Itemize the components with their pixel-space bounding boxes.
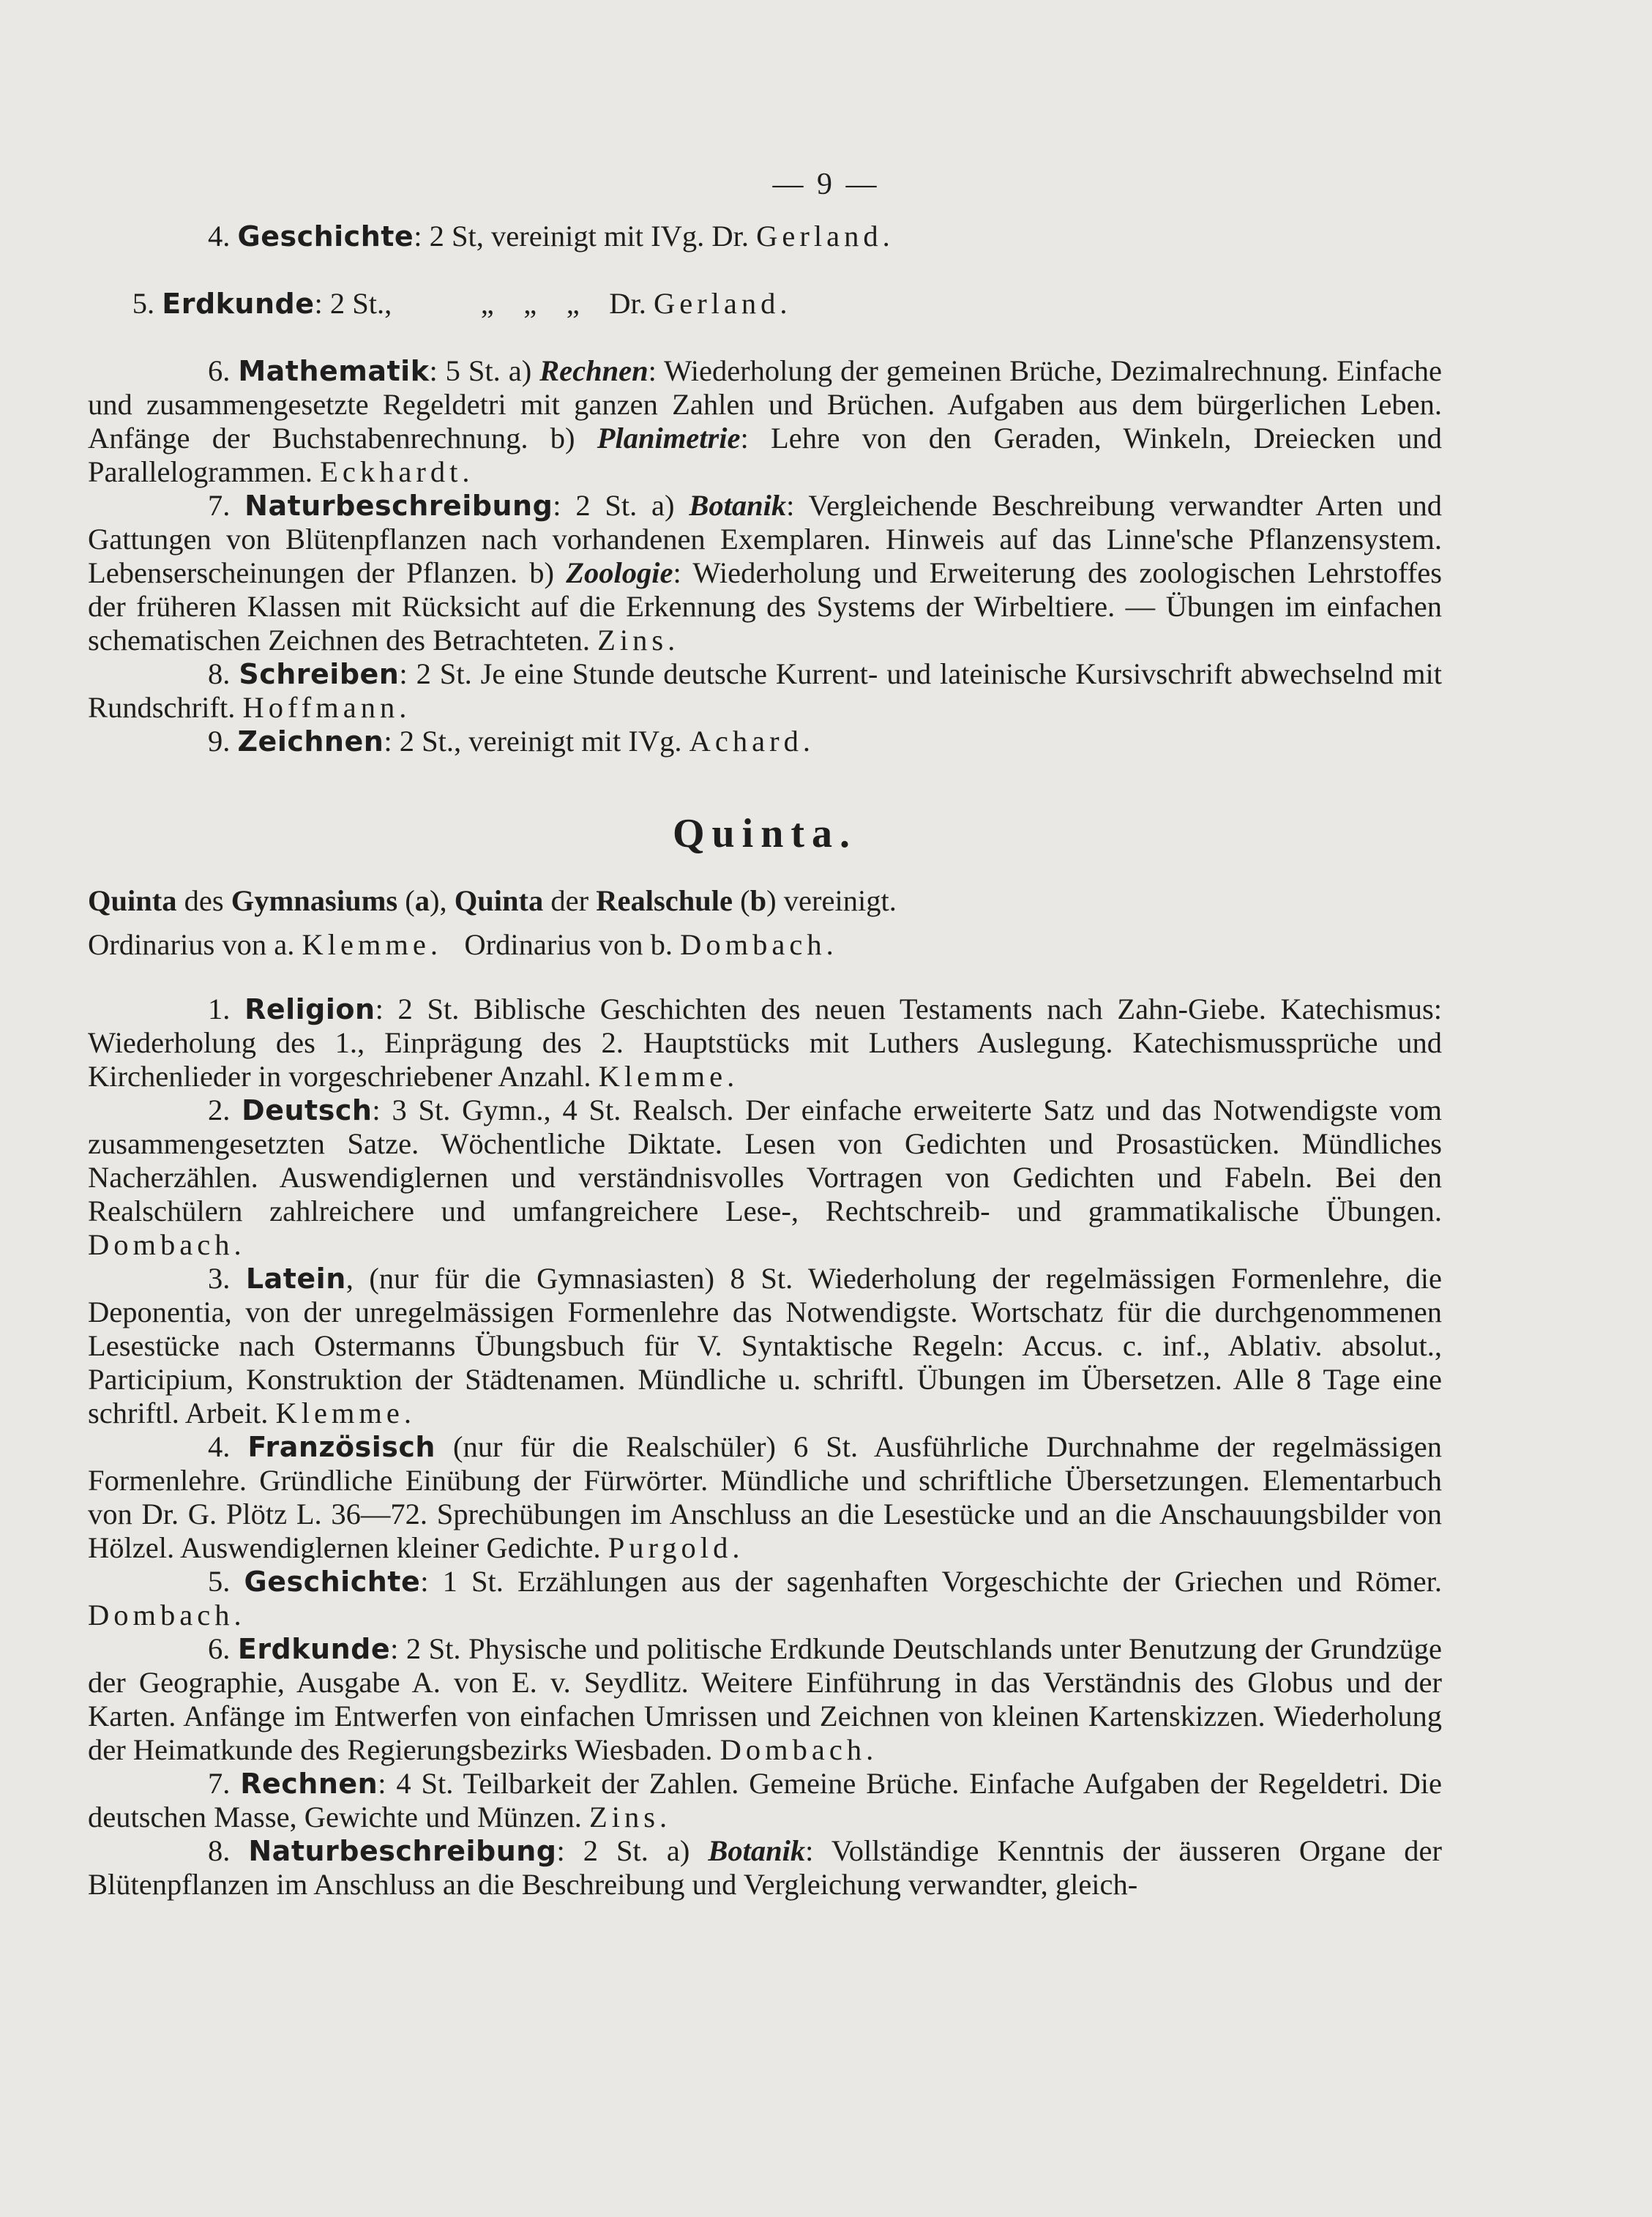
subject-heading: Geschichte <box>237 220 414 253</box>
section-title-quinta: Quinta. <box>672 811 858 856</box>
subject-heading: Erdkunde <box>162 288 315 320</box>
teacher-name: Gerland. <box>653 287 792 320</box>
teacher-name: Zins. <box>588 1801 672 1833</box>
paragraph-zeichnen: 9. Zeichnen: 2 St., vereinigt mit IVg. Achard. <box>208 725 815 758</box>
teacher-name: Dombach. <box>88 1228 246 1261</box>
paragraph-schreiben: 8. Schreiben: 2 St. Je eine Stunde deutsche Kurrent- und lateinische Kursivschrift abwechselnd mit Rundschrift. Hoffmann. <box>88 657 1442 724</box>
subject-heading: Deutsch <box>242 1094 373 1126</box>
teacher-name: Eckhardt. <box>320 455 474 488</box>
teacher-name: Purgold. <box>608 1531 744 1564</box>
paragraph-erdkunde-ivg: 5. Erdkunde: 2 St., „ „ „ Dr. Gerland. <box>132 287 792 320</box>
subject-heading: Mathematik <box>238 355 430 387</box>
paragraph-mathematik: 6. Mathematik: 5 St. a) Rechnen: Wiederholung der gemeinen Brüche, Dezimalrechnung. Einfache und zusammengesetzte Regeldetri mit ganzen Zahlen und Brüchen. Aufgaben aus dem bürgerlichen Leben. Anfänge der Buchstabenrechnung. b) Planimetrie: Lehre von den Geraden, Winkeln, Dreiecken und Parallelogrammen. Eckhardt. <box>88 354 1443 488</box>
subject-heading: Naturbeschreibung <box>248 1835 557 1867</box>
paragraph-erdkunde-v: 6. Erdkunde: 2 St. Physische und politische Erdkunde Deutschlands unter Benutzung der Grundzüge der Geographie, Ausgabe A. von E. v. Seydlitz. Weitere Einführung in das Verständnis des Globus und der Karten. Anfänge im Entwerfen von einfachen Umrissen und Zeichnen von kleinen Kartenskizzen. Wiederholung der Heimatkunde des Regierungsbezirks Wiesbaden. Dombach. <box>88 1632 1443 1766</box>
paragraph-rechnen: 7. Rechnen: 4 St. Teilbarkeit der Zahlen. Gemeine Brüche. Einfache Aufgaben der Regeldetri. Die deutschen Masse, Gewichte und Münzen. Zins. <box>88 1767 1443 1833</box>
paragraph-deutsch: 2. Deutsch: 3 St. Gymn., 4 St. Realsch. Der einfache erweiterte Satz und das Notwendigste vom zusammengesetzten Satze. Wöchentliche Diktate. Lesen von Gedichten und Prosastücken. Mündliches Nacherzählen. Auswendiglernen und verständnisvolles Vortragen von Gedichten und Fabeln. Bei den Realschülern zahlreichere und umfangreichere Lese-, Rechtschreib- und grammatikalische Übungen. Dombach. <box>88 1093 1442 1261</box>
paragraph-naturbeschreibung-ivg: 7. Naturbeschreibung: 2 St. a) Botanik: Vergleichende Beschreibung verwandter Arten und Gattungen von Blütenpflanzen nach vorhandenen Exemplaren. Hinweis auf das Linne'sche Pflanzensystem. Lebenserscheinungen der Pflanzen. b) Zoologie: Wiederholung und Erweiterung des zoologischen Lehrstoffes der früheren Klassen mit Rücksicht auf die Erkennung des Systems der Wirbeltiere. — Übungen im einfachen schematischen Zeichnen des Betrachteten. Zins. <box>88 489 1443 657</box>
subject-heading: Geschichte <box>244 1566 421 1598</box>
section-subtitle: Quinta des Gymnasiums (a), Quinta der Realschule (b) vereinigt. <box>88 884 897 917</box>
paragraph-geschichte-v: 5. Geschichte: 1 St. Erzählungen aus der sagenhaften Vorgeschichte der Griechen und Römer. Dombach. <box>88 1565 1442 1631</box>
paragraph-franzoesisch: 4. Französisch (nur für die Realschüler) 6 St. Ausführliche Durchnahme der regelmässigen Formenlehre. Gründliche Einübung der Fürwörter. Mündliche und schriftliche Übersetzungen. Elementarbuch von Dr. G. Plötz L. 36—72. Sprechübungen im Anschluss an die Lesestücke und an die Anschauungsbilder von Hölzel. Auswendiglernen kleiner Gedichte. Purgold. <box>88 1430 1443 1564</box>
paragraph-religion: 1. Religion: 2 St. Biblische Geschichten des neuen Testaments nach Zahn-Giebe. Katechismus: Wiederholung des 1., Einprägung des 2. Hauptstücks mit Luthers Auslegung. Katechismussprüche und Kirchenlieder in vorgeschriebener Anzahl. Klemme. <box>88 992 1443 1093</box>
teacher-name: Klemme. <box>302 928 443 961</box>
teacher-name: Klemme. <box>275 1397 416 1429</box>
teacher-name: Hoffmann. <box>242 691 411 724</box>
teacher-name: Dombach. <box>680 928 838 961</box>
page-number: — 9 — <box>772 168 880 201</box>
subject-heading: Rechnen <box>240 1768 378 1800</box>
paragraph-latein: 3. Latein, (nur für die Gymnasiasten) 8 St. Wiederholung der regelmässigen Formenlehre, die Deponentia, von der unregelmässigen Formenlehre das Notwendigste. Wortschatz für die durchgenommenen Lesestücke nach Ostermanns Übungsbuch für V. Syntaktische Regeln: Accus. c. inf., Ablativ. absolut., Participium, Konstruktion der Städtenamen. Mündliche u. schriftl. Übungen im Übersetzen. Alle 8 Tage eine schriftl. Arbeit. Klemme. <box>88 1262 1443 1429</box>
teacher-name: Zins. <box>597 624 680 657</box>
teacher-name: Gerland. <box>756 220 894 253</box>
paragraph-naturbeschreibung-v: 8. Naturbeschreibung: 2 St. a) Botanik: Vollständige Kenntnis der äusseren Organe der Blütenpflanzen im Anschluss an die Beschreibung und Vergleichung verwandter, gleich- <box>88 1834 1442 1901</box>
teacher-name: Dombach. <box>88 1599 246 1631</box>
paragraph-geschichte-ivg: 4. Geschichte: 2 St, vereinigt mit IVg. Dr. Gerland. <box>208 220 894 253</box>
subject-heading: Latein <box>245 1263 346 1295</box>
teacher-name: Klemme. <box>598 1060 739 1093</box>
ordinarius-line: Ordinarius von a. Klemme. Ordinarius von b. Dombach. <box>88 928 838 961</box>
subject-heading: Zeichnen <box>237 725 384 758</box>
subject-heading: Naturbeschreibung <box>244 490 553 522</box>
page-content <box>88 220 1442 1902</box>
teacher-name: Achard. <box>689 725 815 758</box>
subject-heading: Schreiben <box>239 658 400 690</box>
subject-heading: Französisch <box>247 1431 436 1463</box>
teacher-name: Dombach. <box>720 1733 878 1766</box>
subject-heading: Religion <box>244 993 375 1025</box>
subject-heading: Erdkunde <box>237 1633 391 1665</box>
